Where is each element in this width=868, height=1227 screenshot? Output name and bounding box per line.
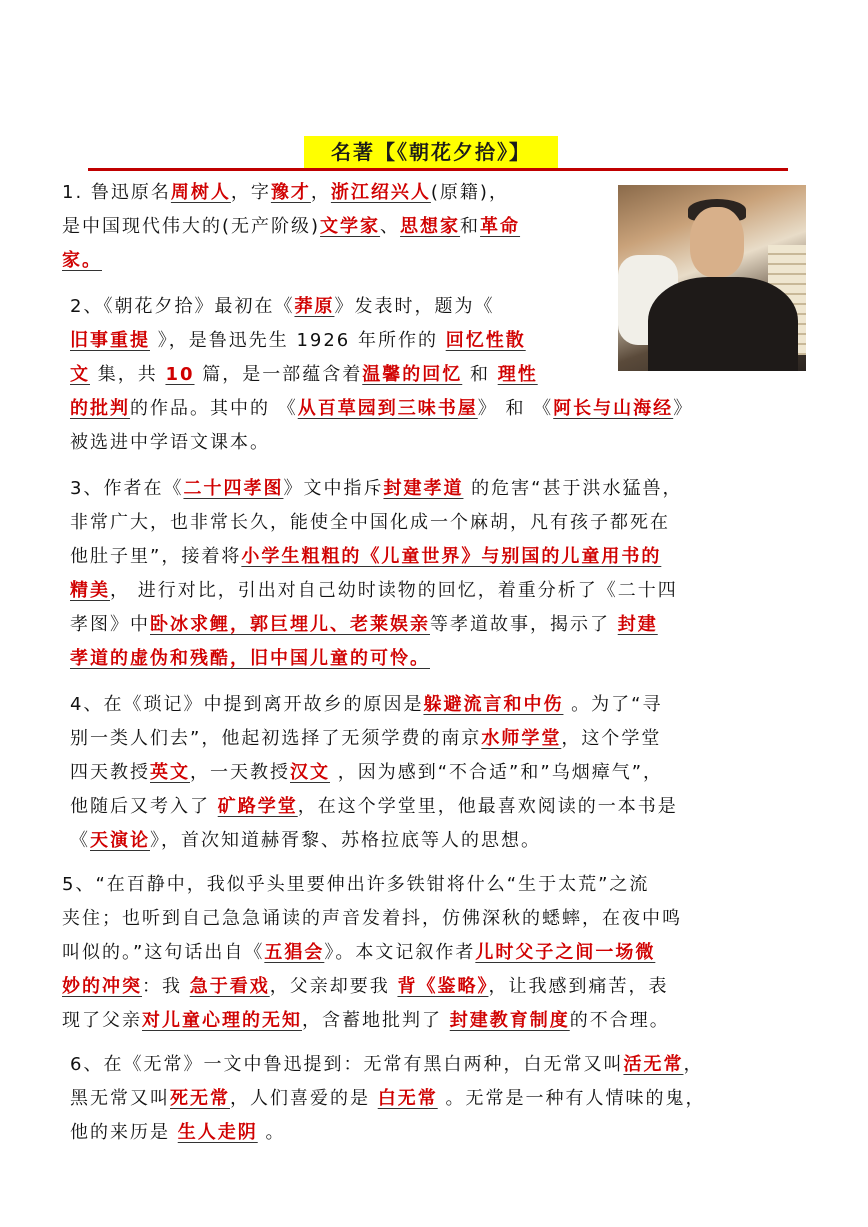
answer-text: 文 <box>70 364 90 385</box>
line-text: ，让我感到痛苦，表 <box>488 976 669 997</box>
text-line <box>70 688 663 722</box>
answer-text: 生人走阴 <box>177 1122 258 1143</box>
text-line <box>70 790 678 824</box>
line-text: 、 <box>380 216 401 237</box>
answer-text: 浙江绍兴人 <box>330 182 431 203</box>
answer-text: 躲避流言和中伤 <box>423 694 564 715</box>
text-line <box>62 176 509 210</box>
line-text: 。 <box>257 1122 286 1143</box>
text-line <box>70 642 430 676</box>
text-line <box>70 722 661 756</box>
answer-text: 周树人 <box>170 182 231 203</box>
answer-text: 卧冰求鲤，郭巨埋儿、老莱娱亲 <box>150 614 430 635</box>
answer-text: 急于看戏 <box>189 976 270 997</box>
text-line <box>70 824 541 858</box>
answer-text: 封建 <box>617 614 658 635</box>
text-line <box>62 970 668 1004</box>
answer-text: 温馨的回忆 <box>362 364 463 385</box>
line-text: 的不合理。 <box>569 1010 670 1031</box>
line-text: 和 <box>462 364 498 385</box>
line-text: 他肚子里”，接着将 <box>70 546 242 567</box>
line-text: ， 进行对比，引出对自己幼时读物的回忆，着重分析了《二十四 <box>110 580 678 601</box>
line-text: ，在这个学堂里，他最喜欢阅读的一本书是 <box>297 796 678 817</box>
line-text: ， <box>310 182 331 203</box>
line-text: 4、在《琐记》中提到离开故乡的原因是 <box>70 694 424 715</box>
answer-text: 革命 <box>480 216 521 237</box>
line-text: ，含蓄地批判了 <box>302 1010 450 1031</box>
line-text: 》，是鲁迅先生 1926 年所作的 <box>150 330 446 351</box>
author-portrait <box>618 185 806 371</box>
line-text: 5、“在百静中，我似乎头里要伸出许多铁钳将什么“生于太荒”之流 <box>62 874 650 895</box>
text-line <box>70 1048 703 1082</box>
answer-text: 儿时父子之间一场微 <box>475 942 656 963</box>
line-text: 他随后又考入了 <box>70 796 218 817</box>
text-line <box>70 574 678 608</box>
answer-text: 豫才 <box>270 182 311 203</box>
answer-text: 背《鉴略》 <box>397 976 489 997</box>
text-line <box>62 210 520 244</box>
answer-text: 死无常 <box>170 1088 230 1109</box>
line-text: 他的来历是 <box>70 1122 178 1143</box>
answer-text: 封建教育制度 <box>449 1010 570 1031</box>
text-line <box>70 392 693 426</box>
document-title: 名著【《朝花夕拾》】 <box>304 136 558 168</box>
line-text: 1. 鲁迅原名 <box>62 182 171 203</box>
text-line <box>62 868 649 902</box>
line-text: 》，首次知道赫胥黎、苏格拉底等人的思想。 <box>150 830 541 851</box>
text-line <box>70 358 538 392</box>
answer-text: 封建孝道 <box>383 478 464 499</box>
line-text: 》发表时，题为《 <box>334 296 495 317</box>
line-text: ，字 <box>230 182 271 203</box>
line-text: 。为了“寻 <box>563 694 663 715</box>
text-line <box>62 936 655 970</box>
line-text: 》文中指斥 <box>283 478 384 499</box>
line-text: 的作品。其中的 《 <box>130 398 298 419</box>
line-text: 等孝道故事，揭示了 <box>430 614 618 635</box>
text-line <box>70 290 494 324</box>
answer-text: 小学生粗粗的《儿童世界》与别国的儿童用书的 <box>241 546 662 567</box>
line-text: 篇，是一部蕴含着 <box>194 364 363 385</box>
line-text: 孝图》中 <box>70 614 150 635</box>
line-text: 叫似的。”这句话出自《 <box>62 942 265 963</box>
answer-text: 活无常 <box>623 1054 684 1075</box>
text-line <box>70 472 683 506</box>
line-text: 3、作者在《 <box>70 478 184 499</box>
answer-text: 水师学堂 <box>481 728 562 749</box>
line-text: 被选进中学语文课本。 <box>70 432 270 453</box>
text-line <box>70 506 670 540</box>
text-line <box>70 756 663 790</box>
line-text: 现了父亲 <box>62 1010 142 1031</box>
line-text: 的危害“甚于洪水猛兽， <box>463 478 683 499</box>
answer-text: 二十四孝图 <box>183 478 284 499</box>
answer-text: 旧事重提 <box>70 330 150 351</box>
answer-text: 矿路学堂 <box>217 796 298 817</box>
text-line <box>70 1082 705 1116</box>
line-text: 非常广大，也非常长久，能使全中国化成一个麻胡，凡有孩子都死在 <box>70 512 670 533</box>
line-text: 集，共 <box>90 364 166 385</box>
answer-text: 对儿童心理的无知 <box>142 1010 302 1031</box>
line-text: 》。本文记叙作者 <box>324 942 476 963</box>
line-text: 。无常是一种有人情味的鬼， <box>437 1088 706 1109</box>
line-text: 是中国现代伟大的(无产阶级) <box>62 216 321 237</box>
text-line <box>70 1116 285 1150</box>
answer-text: 天演论 <box>90 830 150 851</box>
line-text: 》 和 《 <box>477 398 554 419</box>
line-text: (原籍)， <box>430 182 509 203</box>
line-text: 夹住；也听到自己急急诵读的声音发着抖，仿佛深秋的蟋蟀，在夜中鸣 <box>62 908 682 929</box>
answer-text: 汉文 <box>290 762 330 783</box>
line-text: 6、在《无常》一文中鲁迅提到：无常有黑白两种，白无常又叫 <box>70 1054 624 1075</box>
line-text: ，父亲却要我 <box>269 976 398 997</box>
text-line <box>62 244 102 278</box>
answer-text: 理性 <box>497 364 538 385</box>
answer-text: 精美 <box>70 580 110 601</box>
answer-text: 孝道的虚伪和残酷，旧中国儿童的可怜。 <box>70 648 430 669</box>
line-text: ，这个学堂 <box>561 728 662 749</box>
answer-text: 莽原 <box>294 296 335 317</box>
line-text: ，一天教授 <box>190 762 290 783</box>
answer-text: 10 <box>165 364 195 385</box>
line-text: 黑无常又叫 <box>70 1088 170 1109</box>
line-text: 四天教授 <box>70 762 150 783</box>
line-text: 别一类人们去”，他起初选择了无须学费的南京 <box>70 728 482 749</box>
text-line <box>70 540 661 574</box>
answer-text: 的批判 <box>70 398 130 419</box>
line-text: ，因为感到“不合适”和”乌烟瘴气”， <box>330 762 664 783</box>
answer-text: 文学家 <box>320 216 381 237</box>
answer-text: 从百草园到三味书屋 <box>297 398 478 419</box>
answer-text: 回忆性散 <box>445 330 526 351</box>
text-line <box>62 1004 670 1038</box>
text-line <box>70 426 270 460</box>
line-text: ，人们喜爱的是 <box>230 1088 378 1109</box>
line-text: ：我 <box>142 976 190 997</box>
text-line <box>70 608 658 642</box>
answer-text: 家。 <box>62 250 102 271</box>
answer-text: 白无常 <box>377 1088 438 1109</box>
answer-text: 五猖会 <box>264 942 325 963</box>
answer-text: 英文 <box>150 762 190 783</box>
line-text: 2、《朝花夕拾》最初在《 <box>70 296 295 317</box>
answer-text: 妙的冲突 <box>62 976 142 997</box>
answer-text: 思想家 <box>400 216 461 237</box>
text-line <box>62 902 682 936</box>
line-text: 》 <box>673 398 694 419</box>
line-text: 《 <box>70 830 90 851</box>
title-underline <box>88 168 788 171</box>
line-text: ， <box>683 1054 704 1075</box>
text-line <box>70 324 526 358</box>
line-text: 和 <box>460 216 481 237</box>
answer-text: 阿长与山海经 <box>553 398 674 419</box>
